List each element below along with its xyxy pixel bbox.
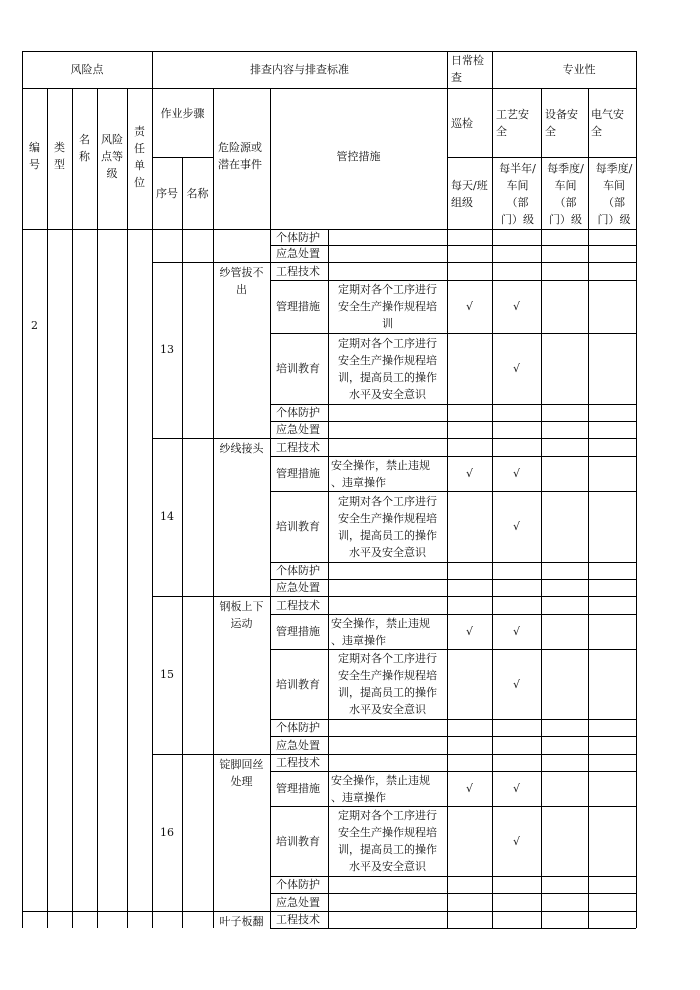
measure-type: 应急处置 bbox=[276, 423, 320, 436]
grid-line bbox=[152, 438, 270, 439]
level-header: 风险 点等 级 bbox=[101, 133, 123, 180]
step-number: 14 bbox=[160, 510, 174, 523]
tech-check-mark: √ bbox=[512, 782, 520, 795]
grid-line bbox=[152, 51, 153, 928]
grid-line bbox=[22, 51, 23, 928]
measure-type: 个体防护 bbox=[276, 230, 320, 244]
measure-type: 应急处置 bbox=[276, 247, 320, 260]
step-number: 15 bbox=[160, 668, 174, 681]
measure-type: 应急处置 bbox=[276, 581, 320, 594]
hazard-header: 危险源或 潜在事件 bbox=[218, 141, 262, 171]
grid-line bbox=[588, 88, 589, 928]
tech-check-mark: √ bbox=[512, 834, 520, 848]
hazard-name: 纱管拔不 出 bbox=[219, 266, 264, 296]
grid-line bbox=[270, 614, 636, 615]
grid-line bbox=[22, 229, 636, 230]
grid-line bbox=[270, 438, 636, 439]
grid-line bbox=[270, 262, 636, 263]
daily-check-mark: √ bbox=[465, 300, 473, 313]
grid-line bbox=[270, 596, 636, 597]
measure-type: 工程技术 bbox=[276, 264, 320, 278]
equip-safety-header: 设备安 全 bbox=[545, 108, 578, 138]
grid-line bbox=[152, 911, 270, 912]
measure-type: 个体防护 bbox=[276, 721, 320, 734]
freq-quarter-2: 每季度/ 车间 （部 门）级 bbox=[595, 162, 633, 226]
grid-line bbox=[152, 262, 270, 263]
tech-check-mark: √ bbox=[512, 677, 520, 691]
freq-quarter-1: 每季度/ 车间 （部 门）级 bbox=[547, 162, 584, 226]
grid-line bbox=[22, 88, 636, 89]
grid-line bbox=[270, 928, 636, 929]
grid-line bbox=[270, 333, 636, 334]
check-content-header: 排查内容与排查标准 bbox=[250, 63, 349, 76]
measure-text: 安全操作，禁止违规 、违章操作 bbox=[331, 773, 430, 804]
daily-check-mark: √ bbox=[465, 782, 473, 795]
grid-line bbox=[270, 771, 636, 772]
measure-type: 管理措施 bbox=[276, 300, 320, 313]
measure-type: 个体防护 bbox=[276, 878, 320, 891]
hazard-name: 锭脚回丝 处理 bbox=[219, 758, 264, 788]
grid-line bbox=[152, 754, 270, 755]
measure-type: 培训教育 bbox=[276, 362, 320, 375]
grid-line bbox=[22, 911, 152, 912]
grid-line bbox=[270, 736, 636, 737]
measure-text: 定期对各个工序进行 安全生产操作规程培 训，提高员工的操作 水平及安全意识 bbox=[338, 652, 437, 716]
risk-number: 2 bbox=[31, 319, 38, 332]
control-header: 管控措施 bbox=[336, 150, 381, 163]
measure-type: 个体防护 bbox=[276, 406, 320, 419]
hazard-name: 纱线接头 bbox=[219, 442, 264, 455]
measure-type: 管理措施 bbox=[276, 782, 320, 795]
tech-safety-header: 工艺安 全 bbox=[496, 108, 529, 138]
step-number: 13 bbox=[160, 343, 174, 356]
measure-type: 培训教育 bbox=[276, 834, 320, 848]
grid-line bbox=[270, 280, 636, 281]
grid-line bbox=[270, 245, 636, 246]
measure-text: 定期对各个工序进行 安全生产操作规程培 训，提高员工的操作 水平及安全意识 bbox=[338, 809, 437, 873]
work-steps-header: 作业步骤 bbox=[160, 107, 205, 120]
grid-line bbox=[270, 649, 636, 650]
grid-line bbox=[492, 88, 493, 928]
tech-check-mark: √ bbox=[512, 362, 520, 375]
grid-line bbox=[270, 876, 636, 877]
grid-line bbox=[270, 893, 636, 894]
step-number: 16 bbox=[160, 825, 174, 839]
hazard-name: 钢板上下 运动 bbox=[219, 600, 264, 630]
grid-line bbox=[47, 88, 48, 928]
grid-line bbox=[270, 754, 636, 755]
freq-daily: 每天/班 组级 bbox=[451, 179, 488, 209]
name-header: 名 称 bbox=[79, 133, 90, 163]
grid-line bbox=[270, 421, 636, 422]
grid-line bbox=[270, 562, 636, 563]
measure-type: 个体防护 bbox=[276, 564, 320, 577]
measure-text: 安全操作，禁止违规 、违章操作 bbox=[331, 616, 430, 647]
grid-line bbox=[270, 491, 636, 492]
grid-line bbox=[541, 88, 542, 928]
professional-header: 专业性 bbox=[562, 63, 596, 76]
risk-point-header: 风险点 bbox=[70, 63, 104, 76]
tech-check-mark: √ bbox=[512, 300, 520, 313]
measure-text: 定期对各个工序进行 安全生产操作规程培 训，提高员工的操作 水平及安全意识 bbox=[338, 494, 437, 559]
measure-type: 管理措施 bbox=[276, 467, 320, 480]
hazard-name: 叶子板翻 bbox=[219, 915, 264, 928]
grid-line bbox=[270, 456, 636, 457]
measure-type: 培训教育 bbox=[276, 677, 320, 691]
daily-check-mark: √ bbox=[465, 467, 473, 480]
measure-type: 工程技术 bbox=[276, 440, 320, 454]
grid-line bbox=[270, 719, 636, 720]
grid-line bbox=[182, 157, 183, 928]
grid-line bbox=[97, 88, 98, 928]
grid-line bbox=[270, 911, 636, 912]
step-name-header: 名称 bbox=[186, 187, 209, 200]
unit-header: 责 任 单 位 bbox=[134, 125, 145, 189]
measure-type: 应急处置 bbox=[276, 738, 320, 752]
measure-type: 工程技术 bbox=[276, 598, 320, 612]
elec-safety-header: 电气安 全 bbox=[591, 108, 624, 138]
freq-half: 每半年/ 车间 （部 门）级 bbox=[499, 162, 536, 226]
tech-check-mark: √ bbox=[512, 467, 520, 480]
measure-type: 培训教育 bbox=[276, 520, 320, 533]
tech-check-mark: √ bbox=[512, 625, 520, 638]
grid-line bbox=[270, 806, 636, 807]
measure-type: 管理措施 bbox=[276, 625, 320, 638]
grid-line bbox=[127, 88, 128, 928]
measure-type: 工程技术 bbox=[276, 913, 320, 926]
daily-check-header: 日常检 查 bbox=[451, 54, 484, 84]
measure-text: 安全操作，禁止违规 、违章操作 bbox=[331, 458, 430, 489]
step-no-header: 序号 bbox=[156, 187, 178, 200]
measure-text: 定期对各个工序进行 安全生产操作规程培 训 bbox=[338, 283, 437, 330]
grid-line bbox=[270, 579, 636, 580]
tech-check-mark: √ bbox=[512, 520, 520, 533]
no-header: 编 号 bbox=[29, 141, 40, 171]
grid-line bbox=[152, 596, 270, 597]
daily-check-mark: √ bbox=[465, 625, 473, 638]
grid-line bbox=[22, 51, 636, 52]
patrol-header: 巡检 bbox=[451, 117, 473, 130]
grid-line bbox=[213, 88, 214, 928]
grid-line bbox=[72, 88, 73, 928]
measure-type: 应急处置 bbox=[276, 895, 320, 909]
measure-type: 工程技术 bbox=[276, 756, 320, 769]
measure-text: 定期对各个工序进行 安全生产操作规程培 训，提高员工的操作 水平及安全意识 bbox=[338, 336, 437, 401]
grid-line bbox=[270, 404, 636, 405]
type-header: 类 型 bbox=[54, 141, 65, 171]
